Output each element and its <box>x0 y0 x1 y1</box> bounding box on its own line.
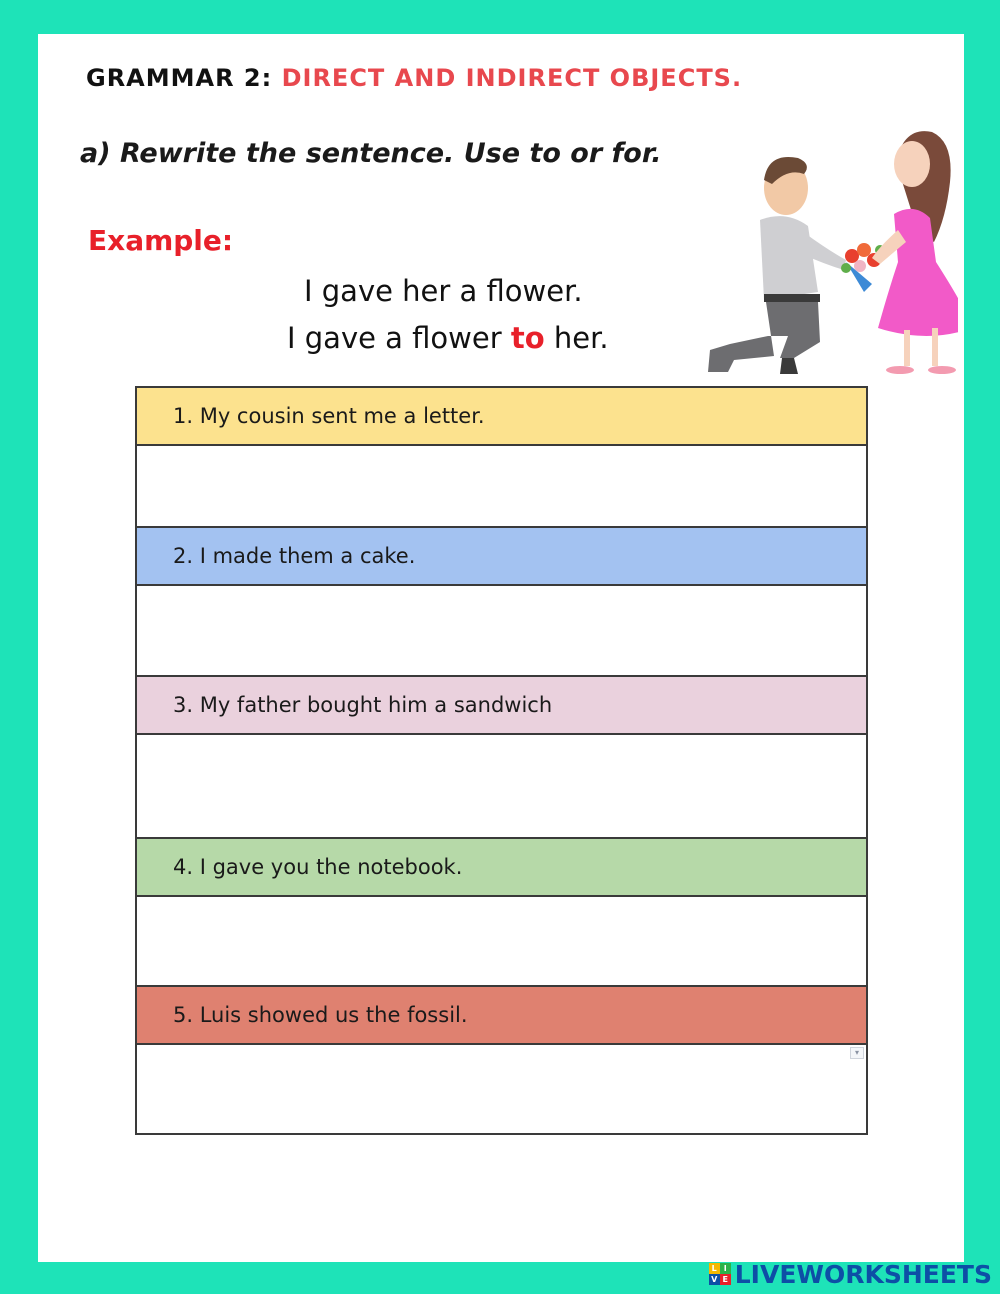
example-rewrite <box>287 321 609 355</box>
exercise-table <box>135 386 868 1135</box>
couple-flower-illustration <box>668 122 958 382</box>
example-label: Example: <box>88 224 234 257</box>
woman-figure-icon <box>872 131 958 374</box>
answer-box-2[interactable] <box>137 586 866 677</box>
example-sentence: I gave her a flower. <box>304 274 583 308</box>
example-rewrite-end: her. <box>544 321 609 355</box>
answer-box-1[interactable] <box>137 446 866 528</box>
logo-letter-i: I <box>720 1263 731 1274</box>
question-4: 4. I gave you the notebook. <box>137 839 866 897</box>
logo-letter-v: V <box>709 1274 720 1285</box>
page-title <box>86 64 742 92</box>
question-1: 1. My cousin sent me a letter. <box>137 388 866 446</box>
title-topic: DIRECT AND INDIRECT OBJECTS. <box>281 64 743 92</box>
instruction-text: a) Rewrite the sentence. Use to or for. <box>80 138 662 169</box>
liveworksheets-brand[interactable] <box>709 1254 992 1294</box>
logo-letter-e: E <box>720 1274 731 1285</box>
worksheet-page <box>38 34 964 1262</box>
title-prefix: GRAMMAR 2: <box>86 64 273 92</box>
answer-box-4[interactable] <box>137 897 866 987</box>
answer-box-5[interactable] <box>137 1045 866 1133</box>
chevron-down-icon[interactable]: ▾ <box>850 1047 864 1059</box>
answer-box-3[interactable] <box>137 735 866 839</box>
man-figure-icon <box>708 157 846 374</box>
example-rewrite-start: I gave a flower <box>287 321 511 355</box>
liveworksheets-logo-icon <box>709 1263 731 1285</box>
question-3: 3. My father bought him a sandwich <box>137 677 866 735</box>
question-2: 2. I made them a cake. <box>137 528 866 586</box>
example-highlight: to <box>510 321 545 355</box>
question-5: 5. Luis showed us the fossil. <box>137 987 866 1045</box>
logo-letter-l: L <box>709 1263 720 1274</box>
brand-name: LIVEWORKSHEETS <box>734 1259 992 1289</box>
